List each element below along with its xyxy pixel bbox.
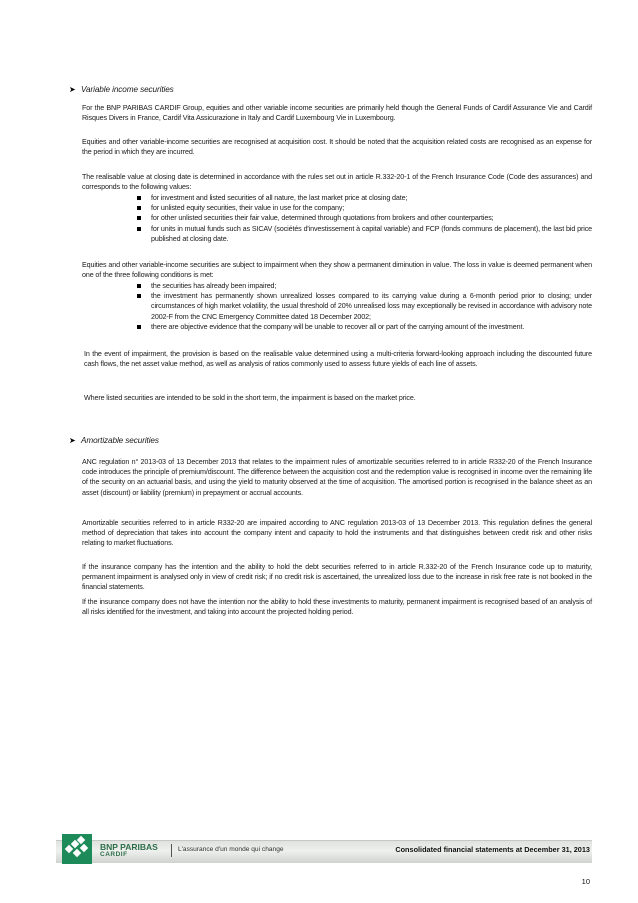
square-bullet-icon (137, 325, 141, 329)
square-bullet-icon (137, 196, 141, 200)
arrow-bullet-icon: ➤ (69, 436, 76, 445)
square-bullet-icon (137, 206, 141, 210)
square-bullet-icon (137, 227, 141, 231)
section-heading-text: Variable income securities (81, 85, 174, 94)
square-bullet-icon (137, 216, 141, 220)
paragraph: Amortizable securities referred to in article R332-20 are impaired according to ANC regulation 2013-03 of 13 December 2013. This regulation defines the general method of depreciation that takes into account the company intent and capacity to hold the instruments and that distinguishes between credit risk and other risks relating to market fluctuations. (82, 519, 592, 548)
brand-name: BNP PARIBAS (100, 842, 158, 852)
paragraph: In the event of impairment, the provision is based on the realisable value determined using a multi-criteria forward-looking approach including the discounted future cash flows, the net asset value method, as well as analysis of ratios commonly used to assess future yields of each line of assets. (84, 350, 592, 369)
brand-tagline: L'assurance d'un monde qui change (178, 846, 284, 853)
paragraph: Equities and other variable-income securities are subject to impairment when they show a permanent diminution in value. The loss in value is deemed permanent when one of the three following conditions is met: (82, 261, 592, 280)
section-heading-amortizable (69, 436, 159, 445)
footer-divider (171, 844, 172, 857)
list-item: for unlisted equity securities, their value in use for the company; (137, 203, 592, 213)
list-item: for other unlisted securities their fair value, determined through quotations from brokers and other counterparties; (137, 213, 592, 223)
footer-document-title: Consolidated financial statements at December 31, 2013 (395, 845, 590, 854)
paragraph: If the insurance company does not have the intention nor the ability to hold these investments to maturity, permanent impairment is recognised based of an analysis of all risks identified for the investment, and taking into account the projected holding period. (82, 598, 592, 617)
paragraph: For the BNP PARIBAS CARDIF Group, equities and other variable income securities are primarily held though the General Funds of Cardif Assurance Vie and Cardif Risques Divers in France, Cardif Vita Assicurazione in Italy and Cardif Luxembourg Vie in Luxembourg. (82, 104, 592, 123)
list-item: the securities has already been impaired; (137, 281, 592, 291)
paragraph: ANC regulation n° 2013-03 of 13 December 2013 that relates to the impairment rules of amortizable securities referred to in article R332-20 of the French Insurance code introduces the principle of premium/discount. The difference between the acquisition cost and the redemption value is recognised in income over the remaining life of the security on an actuarial basis, and using the yield to maturity observed at the time of acquisition. The amortised portion is recognised in the balance sheet as an asset (discount) or liability (premium) in prepayment or accrual accounts. (82, 458, 592, 497)
list-item: for units in mutual funds such as SICAV (sociétés d'investissement à capital variable) and FCP (fonds communs de placement), the last bid price published at closing date. (137, 224, 592, 244)
list-item: there are objective evidence that the company will be unable to recover all or part of the carrying amount of the investment. (137, 322, 592, 332)
paragraph: Where listed securities are intended to be sold in the short term, the impairment is based on the market price. (84, 394, 416, 402)
section-heading-text: Amortizable securities (81, 436, 159, 445)
paragraph: The realisable value at closing date is determined in accordance with the rules set out in article R.332-20-1 of the French Insurance Code (Code des assurances) and corresponds to the following values: (82, 173, 592, 192)
square-bullet-icon (137, 294, 141, 298)
bullet-list-realisable-values (137, 193, 592, 244)
arrow-bullet-icon: ➤ (69, 85, 76, 94)
square-bullet-icon (137, 284, 141, 288)
list-item: for investment and listed securities of all nature, the last market price at closing date; (137, 193, 592, 203)
list-item: the investment has permanently shown unrealized losses compared to its carrying value during a 6-month period prior to closing; under circumstances of high market volatility, the usual threshold of 20% unrealised loss may exceptionally be revised in accordance with advisory note 2002-F from the CNC Emergency Committee dated 18 December 2002; (137, 291, 592, 322)
brand-subname: CARDIF (100, 851, 128, 858)
paragraph: If the insurance company has the intention and the ability to hold the debt securities referred to in article R.332-20 of the French Insurance code up to maturity, permanent impairment is analysed only in view of credit risk; if no credit risk is ascertained, the unrealized loss due to the increase in risk free rate is not booked in the financial statements. (82, 563, 592, 592)
bnp-stars-logo (62, 834, 92, 864)
section-heading-variable-income (69, 85, 174, 94)
page-number: 10 (581, 877, 590, 886)
bullet-list-impairment-conditions (137, 281, 592, 332)
paragraph: Equities and other variable-income securities are recognised at acquisition cost. It should be noted that the acquisition related costs are recognised as an expense for the period in which they are incurred. (82, 138, 592, 157)
